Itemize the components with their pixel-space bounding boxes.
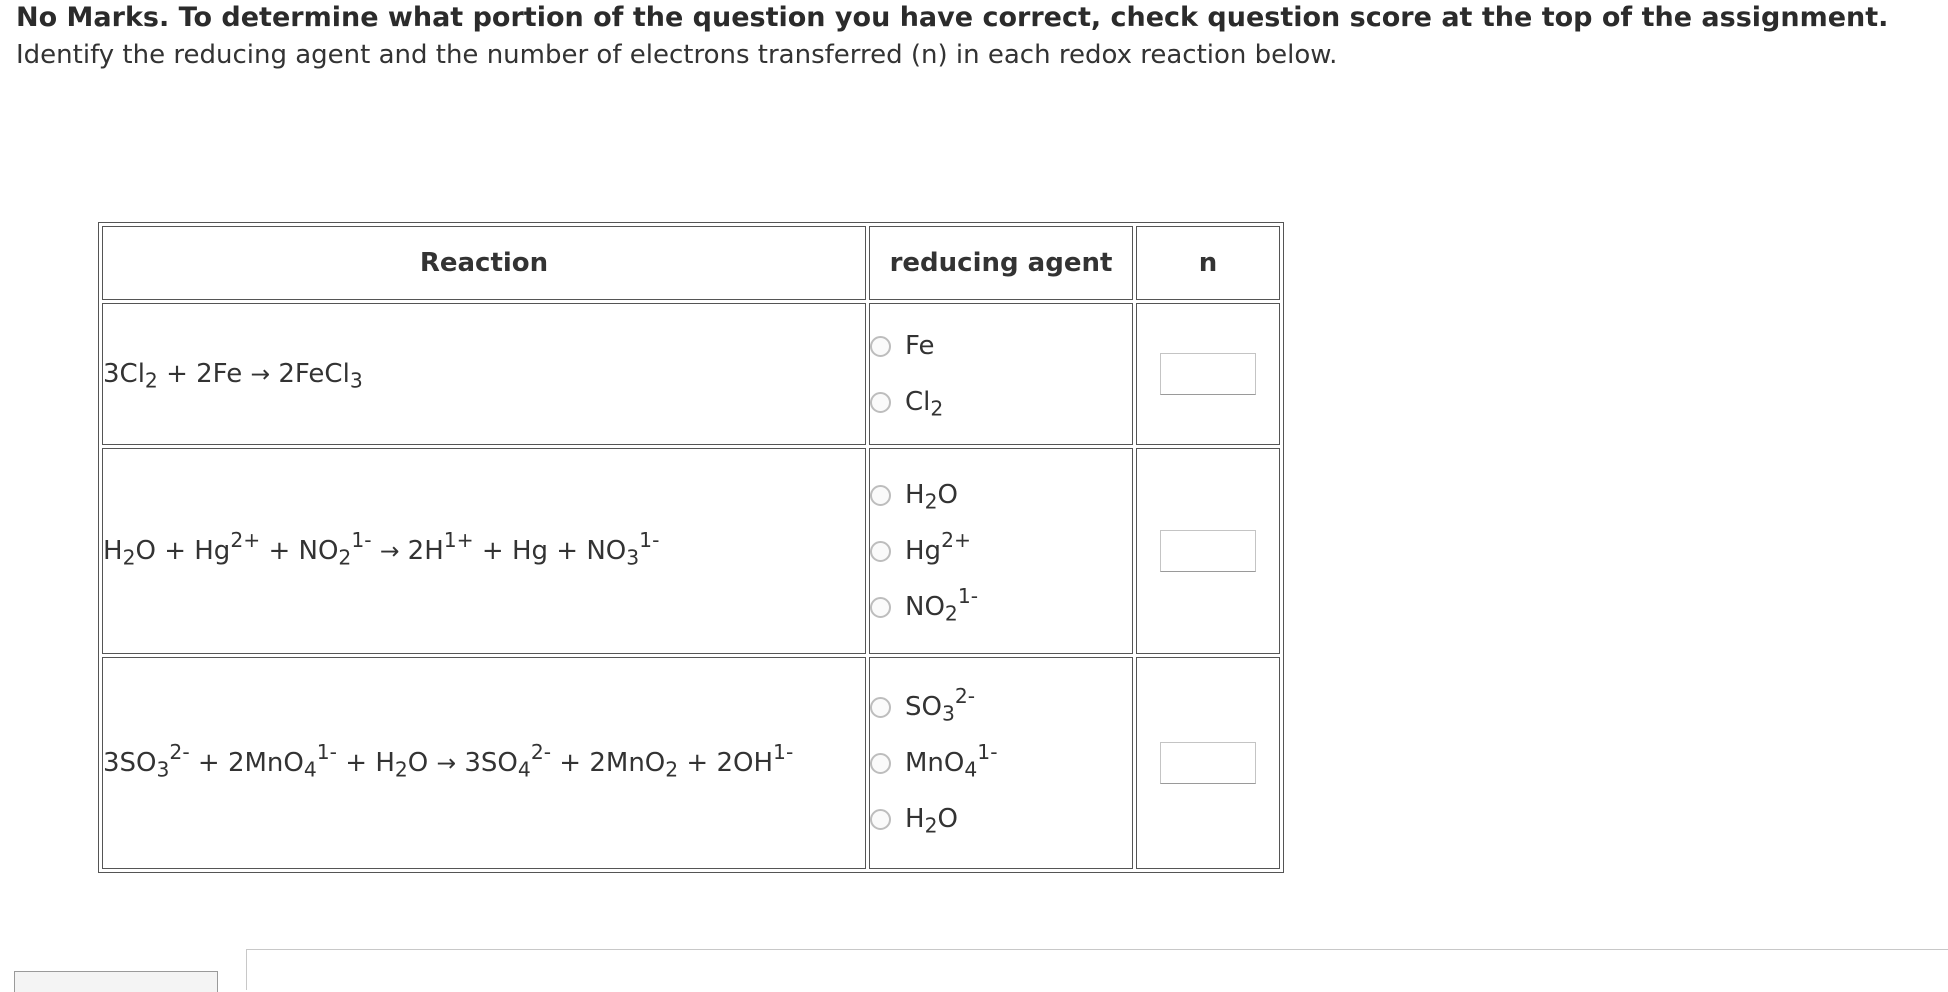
radio-button[interactable]: [870, 697, 891, 718]
question-instructions: Identify the reducing agent and the number of electrons transferred (n) in each redox reaction below.: [16, 40, 1338, 70]
subscript: 4: [964, 757, 978, 782]
n-cell: [1136, 657, 1280, 869]
option-label: [905, 480, 958, 514]
formula-text: H: [905, 480, 925, 510]
subscript: 2: [665, 757, 679, 782]
superscript: 1-: [977, 739, 998, 764]
n-column-header: n: [1136, 226, 1280, 300]
submit-button-partial[interactable]: [14, 971, 218, 992]
reaction-arrow: →: [379, 537, 400, 565]
subscript: 2: [144, 368, 158, 393]
formula-text: Cl: [905, 387, 931, 417]
n-cell: [1136, 448, 1280, 654]
reaction-equation: [103, 739, 794, 782]
radio-button[interactable]: [870, 336, 891, 357]
option-label: [905, 739, 998, 782]
reaction-cell: [102, 448, 866, 654]
radio-button[interactable]: [870, 541, 891, 562]
formula-text: MnO: [905, 748, 965, 778]
subscript: 3: [156, 757, 170, 782]
formula-text: SO: [905, 692, 942, 722]
reducing-agent-option[interactable]: [870, 318, 1132, 374]
reducing-agent-option[interactable]: [870, 735, 1132, 791]
formula-text: O: [937, 480, 958, 510]
option-label: [905, 583, 979, 626]
formula-text: Fe: [905, 331, 935, 361]
subscript: 2: [122, 545, 136, 570]
reducing-agent-option[interactable]: [870, 523, 1132, 579]
formula-text: + 2Fe: [157, 359, 251, 389]
formula-text: 2FeCl: [270, 359, 350, 389]
subscript: 3: [349, 368, 363, 393]
subscript: 2: [924, 489, 938, 514]
superscript: 2-: [954, 683, 976, 708]
superscript: 1-: [639, 527, 660, 552]
answer-panel-partial: [246, 949, 1948, 990]
reducing-agent-options: [869, 303, 1133, 445]
superscript: 1+: [443, 527, 474, 552]
radio-button[interactable]: [870, 809, 891, 830]
reaction-cell: [102, 303, 866, 445]
subscript: 2: [924, 813, 938, 838]
table-header-row: [102, 226, 1280, 300]
formula-text: O + Hg: [135, 536, 231, 566]
superscript: 2+: [941, 527, 971, 552]
subscript: 4: [303, 757, 317, 782]
option-label: [905, 387, 944, 421]
reducing-agent-options: [869, 448, 1133, 654]
option-label: [905, 804, 958, 838]
reducing-agent-options: [869, 657, 1133, 869]
formula-text: [372, 536, 380, 566]
superscript: 1-: [773, 739, 794, 764]
formula-text: + 2OH: [678, 748, 774, 778]
formula-text: H: [103, 536, 123, 566]
superscript: 1-: [316, 739, 337, 764]
superscript: 1-: [351, 527, 372, 552]
option-label: [905, 683, 976, 726]
option-label: [905, 527, 971, 566]
electrons-transferred-input[interactable]: [1160, 353, 1256, 395]
radio-button[interactable]: [870, 485, 891, 506]
reaction-arrow: →: [250, 360, 271, 388]
table-row: [102, 303, 1280, 445]
subscript: 2: [930, 396, 944, 421]
superscript: 2-: [169, 739, 190, 764]
table-row: [102, 657, 1280, 869]
formula-text: 3SO: [456, 748, 518, 778]
formula-text: + 2MnO: [551, 748, 666, 778]
formula-text: O: [937, 804, 958, 834]
formula-text: + Hg + NO: [473, 536, 627, 566]
subscript: 3: [941, 701, 955, 726]
reducing-agent-option[interactable]: [870, 791, 1132, 847]
reaction-column-header: Reaction: [102, 226, 866, 300]
superscript: 2+: [230, 527, 261, 552]
formula-text: Hg: [905, 536, 942, 566]
reaction-cell: [102, 657, 866, 869]
superscript: 2-: [530, 739, 552, 764]
formula-text: 3Cl: [103, 359, 145, 389]
formula-text: 3SO: [103, 748, 157, 778]
reducing-agent-option[interactable]: [870, 374, 1132, 430]
subscript: 2: [944, 601, 958, 626]
formula-text: H: [905, 804, 925, 834]
formula-text: 2H: [399, 536, 444, 566]
radio-button[interactable]: [870, 597, 891, 618]
reducing-agent-option[interactable]: [870, 467, 1132, 523]
reducing-agent-column-header: reducing agent: [869, 226, 1133, 300]
subscript: 3: [626, 545, 640, 570]
electrons-transferred-input[interactable]: [1160, 742, 1256, 784]
radio-button[interactable]: [870, 753, 891, 774]
subscript: 2: [338, 545, 352, 570]
n-cell: [1136, 303, 1280, 445]
subscript: 4: [517, 757, 531, 782]
subscript: 2: [394, 757, 408, 782]
reaction-equation: [103, 359, 363, 393]
table-row: [102, 448, 1280, 654]
reaction-arrow: →: [436, 749, 457, 777]
formula-text: NO: [905, 592, 945, 622]
reducing-agent-option[interactable]: [870, 579, 1132, 635]
electrons-transferred-input[interactable]: [1160, 530, 1256, 572]
superscript: 1-: [957, 583, 979, 608]
option-label: [905, 331, 935, 361]
formula-text: + H: [337, 748, 395, 778]
formula-text: O: [407, 748, 437, 778]
redox-reactions-table: [98, 222, 1284, 873]
radio-button[interactable]: [870, 392, 891, 413]
no-marks-notice: No Marks. To determine what portion of the question you have correct, check question score at the top of the assignment.: [16, 2, 1889, 33]
formula-text: + 2MnO: [189, 748, 304, 778]
reaction-equation: [103, 527, 660, 570]
reducing-agent-option[interactable]: [870, 679, 1132, 735]
formula-text: + NO: [260, 536, 339, 566]
